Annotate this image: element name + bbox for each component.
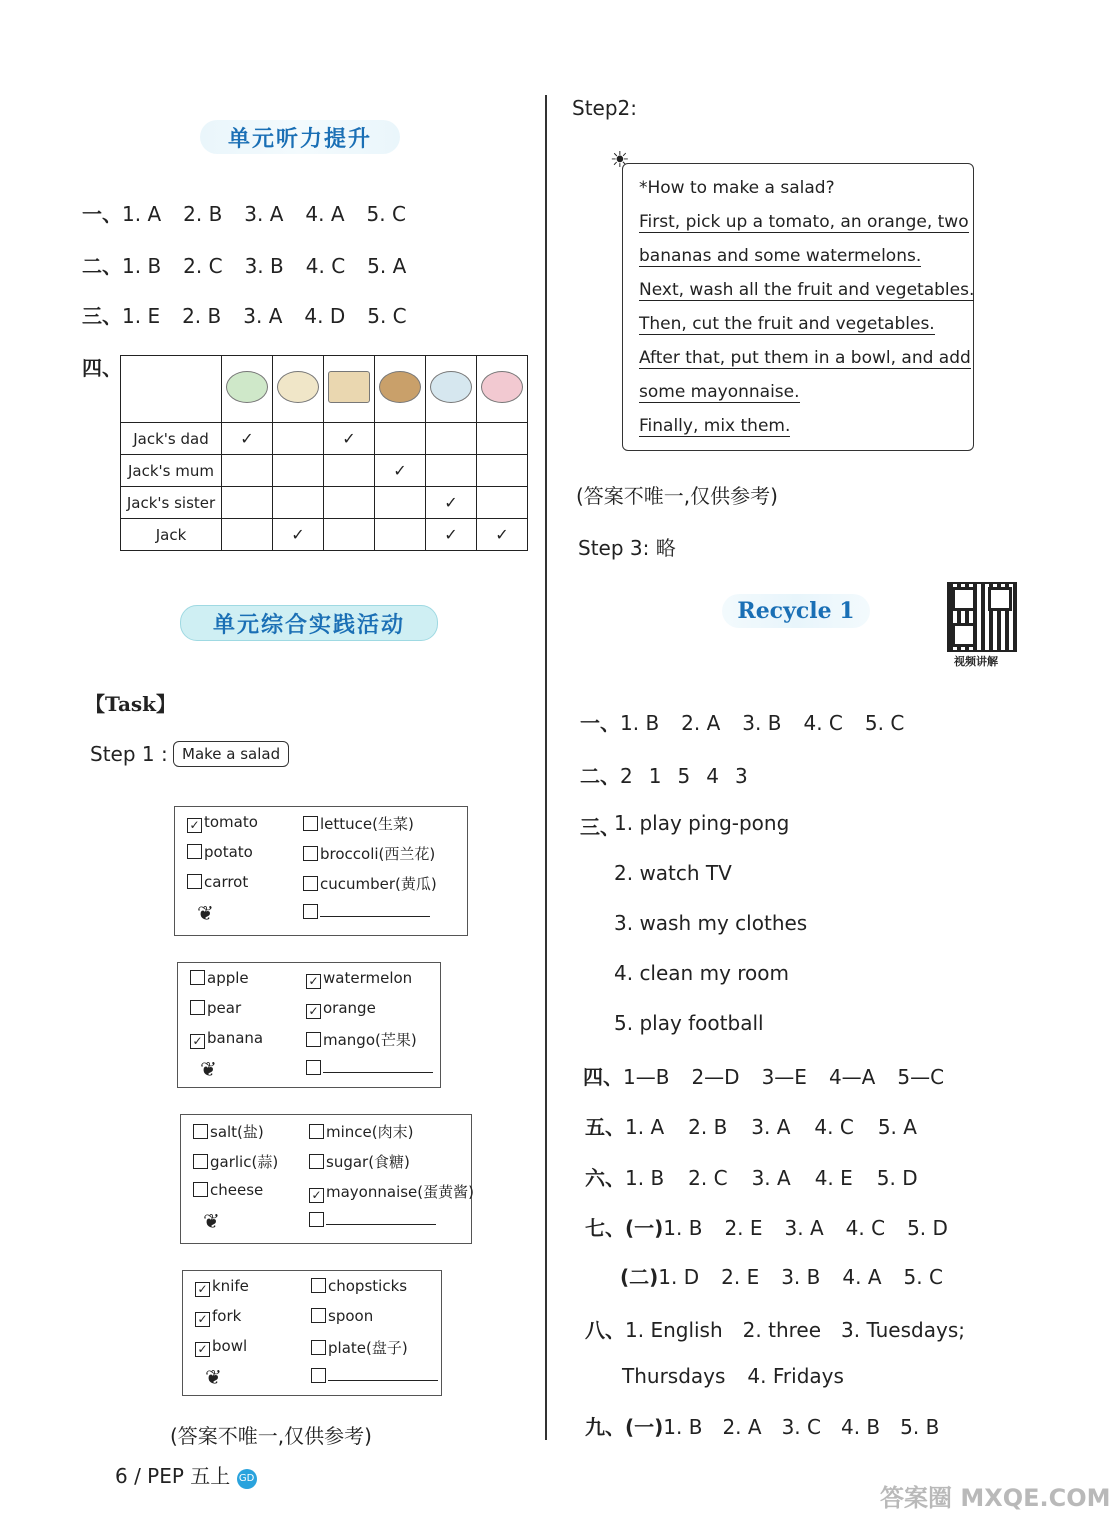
checklist-item[interactable] [190, 969, 249, 987]
answer-item: 2. C [183, 254, 223, 278]
check-cell [375, 423, 426, 455]
answer-item: 3. B [244, 254, 284, 278]
answer-item: 5. C [903, 1265, 943, 1289]
table-row [121, 423, 528, 455]
answer-item: 1 [648, 764, 662, 788]
checkbox[interactable]: ✓ [195, 1342, 210, 1357]
recycle-row-8a: 八、1. English 2. three 3. Tuesdays; [585, 1318, 965, 1342]
recycle-title: Recycle 1 [722, 594, 870, 628]
table-row [121, 455, 528, 487]
answer-item: 4. D [304, 304, 346, 328]
answer-item: 3. A [751, 1115, 791, 1139]
checklist-item[interactable] [187, 843, 253, 861]
salad-icon [226, 371, 268, 403]
recycle-row-4: 四、1—B 2—D 3—E 4—A 5—C [583, 1065, 945, 1089]
edition-badge: GD [237, 1469, 257, 1489]
checkbox[interactable] [303, 876, 318, 891]
blank-option[interactable] [303, 903, 430, 921]
answer-item: 5. C [366, 202, 406, 226]
answer-item: 3. Tuesdays; [841, 1318, 965, 1342]
checkbox[interactable] [311, 1368, 326, 1383]
right-note: (答案不唯一,仅供参考) [576, 484, 778, 508]
checkbox[interactable] [306, 1060, 321, 1075]
recycle-phrase: 2. watch TV [614, 861, 732, 885]
check-cell [222, 519, 273, 551]
checkbox[interactable] [187, 844, 202, 859]
recycle-row-8b [622, 1364, 866, 1388]
answer-item: 4. C [305, 254, 346, 278]
answer-item: 2. E [721, 1265, 760, 1289]
column-divider [545, 95, 547, 1440]
answer-item: 1—B [623, 1065, 670, 1089]
checkbox[interactable] [311, 1278, 326, 1293]
checklist-item[interactable] [311, 1307, 373, 1325]
checklist-label: pear [207, 999, 242, 1017]
answer-item: 3. A [243, 304, 283, 328]
checkbox[interactable]: ✓ [195, 1282, 210, 1297]
sandwich-icon [328, 371, 370, 403]
answer-item: 1. D [658, 1265, 700, 1289]
table-corner [121, 356, 222, 423]
checklist-item[interactable] [303, 813, 414, 834]
recycle-phrase: 1. play ping-pong [614, 811, 790, 835]
checklist-label: mango(芒果) [323, 1031, 417, 1049]
checklist-item[interactable] [309, 1181, 474, 1203]
check-cell: ✓ [477, 519, 528, 551]
checklist-item[interactable] [193, 1151, 278, 1172]
checklist-item[interactable] [187, 813, 258, 833]
answer-item: 5. C [367, 304, 407, 328]
answer-item: 3. A [784, 1216, 824, 1240]
checkbox[interactable] [193, 1182, 208, 1197]
checkbox[interactable] [311, 1340, 326, 1355]
checklist-item[interactable] [193, 1181, 263, 1199]
checkbox[interactable]: ✓ [309, 1188, 324, 1203]
checklist-label: mince(肉末) [326, 1123, 414, 1141]
check-cell [477, 423, 528, 455]
step1-bubble: Make a salad [173, 741, 289, 767]
fruit-checklist [177, 962, 441, 1088]
checkbox[interactable] [190, 970, 205, 985]
answer-item: 5. A [367, 254, 407, 278]
checklist-item[interactable] [311, 1277, 407, 1295]
left-note: (答案不唯一,仅供参考) [170, 1424, 372, 1448]
vegetable-checklist [174, 806, 468, 936]
checklist-item[interactable] [309, 1151, 410, 1172]
salad-step-line: Next, wash all the fruit and vegetables. [639, 280, 975, 300]
listening-title: 单元听力提升 [200, 120, 400, 154]
checkbox[interactable] [190, 1000, 205, 1015]
recycle-row-5: 五、1. A 2. B 3. A 4. C 5. A [585, 1115, 917, 1139]
checklist-label: garlic(蒜) [210, 1153, 279, 1171]
recycle-phrase: 5. play football [614, 1011, 764, 1035]
soup-icon [430, 371, 472, 403]
check-cell: ✓ [324, 423, 375, 455]
checklist-label: carrot [204, 873, 249, 891]
answer-item: 3—E [761, 1065, 807, 1089]
answer-item: 3. B [781, 1265, 821, 1289]
watermark: 答案圈 MXQE.COM [880, 1484, 1111, 1512]
answer-item: 1. English [625, 1318, 723, 1342]
answer-item: 5—C [897, 1065, 945, 1089]
recycle-phrase: 3. wash my clothes [614, 911, 808, 935]
blank-line[interactable] [326, 1224, 436, 1225]
checkbox[interactable] [193, 1124, 208, 1139]
checkbox[interactable]: ✓ [306, 974, 321, 989]
salad-step-line: *How to make a salad? [639, 178, 835, 198]
check-cell [222, 455, 273, 487]
qr-code-icon[interactable] [947, 582, 1017, 652]
noodles-icon [277, 371, 319, 403]
check-cell [477, 455, 528, 487]
checklist-label: chopsticks [328, 1277, 408, 1295]
page-footer: 6 / PEP 五上 GD [115, 1460, 257, 1489]
check-cell [273, 455, 324, 487]
practice-title: 单元综合实践活动 [180, 605, 438, 641]
check-cell: ✓ [273, 519, 324, 551]
illustration-icon: ❦ [203, 1209, 220, 1233]
salad-step-line: bananas and some watermelons. [639, 246, 922, 266]
checklist-label: fork [212, 1307, 242, 1325]
check-cell [324, 519, 375, 551]
answer-item: 1. A [122, 202, 162, 226]
recycle-row-7a: 七、(一)1. B 2. E 3. A 4. C 5. D [585, 1216, 948, 1240]
answer-item: 1. B [625, 1166, 665, 1190]
answer-item: 4. B [840, 1415, 881, 1439]
checklist-label: cheese [210, 1181, 264, 1199]
checklist-item[interactable] [193, 1121, 264, 1142]
checklist-item[interactable] [311, 1337, 408, 1358]
answer-item: 5. D [876, 1166, 918, 1190]
answer-item: 5 [677, 764, 691, 788]
illustration-icon: ❦ [197, 901, 214, 925]
checkbox[interactable] [193, 1154, 208, 1169]
answer-item: 4. E [814, 1166, 853, 1190]
checklist-item[interactable] [195, 1307, 241, 1327]
checklist-label: lettuce(生菜) [320, 815, 414, 833]
recycle-row-7b: (二)1. D 2. E 3. B 4. A 5. C [620, 1265, 943, 1289]
answer-row-1: 一、1. A 2. B 3. A 4. A 5. C [82, 202, 406, 226]
table-row [121, 519, 528, 551]
answer-item: 1. B [663, 1415, 703, 1439]
checklist-item[interactable] [303, 873, 437, 894]
checklist-item[interactable] [309, 1121, 413, 1142]
answer-row-2: 二、1. B 2. C 3. B 4. C 5. A [82, 254, 407, 278]
checkbox[interactable]: ✓ [195, 1312, 210, 1327]
checkbox[interactable]: ✓ [187, 818, 202, 833]
answer-item: 2—D [691, 1065, 740, 1089]
check-cell: ✓ [426, 487, 477, 519]
answer-item: 1. B [620, 711, 660, 735]
checkbox[interactable]: ✓ [306, 1004, 321, 1019]
answer-item: 1. B [663, 1216, 703, 1240]
checklist-label: potato [204, 843, 253, 861]
answer-item: 4. C [845, 1216, 886, 1240]
answer-item: 4. C [803, 711, 843, 735]
salad-step-line: Then, cut the fruit and vegetables. [639, 314, 935, 334]
answer-item: 2 [620, 764, 633, 788]
check-cell [375, 519, 426, 551]
check-cell [273, 487, 324, 519]
checkbox[interactable] [303, 904, 318, 919]
check-cell: ✓ [426, 519, 477, 551]
recycle-row-6: 六、1. B 2. C 3. A 4. E 5. D [585, 1166, 918, 1190]
recycle-row-1: 一、1. B 2. A 3. B 4. C 5. C [580, 711, 905, 735]
answer-item: 4. A [305, 202, 345, 226]
row-name: Jack's sister [121, 487, 222, 519]
answer-item: 4—A [828, 1065, 876, 1089]
check-cell [273, 423, 324, 455]
checklist-label: cucumber(黄瓜) [320, 875, 437, 893]
blank-line[interactable] [320, 916, 430, 917]
recycle-row-2: 二、2 1 5 4 3 [580, 764, 748, 788]
answer-item: Thursdays [622, 1364, 726, 1388]
check-cell: ✓ [222, 423, 273, 455]
salad-step-line: After that, put them in a bowl, and add [639, 348, 971, 368]
checklist-label: banana [207, 1029, 264, 1047]
step3: Step 3: 略 [578, 536, 676, 560]
seasoning-checklist [180, 1114, 472, 1244]
step1-label: Step 1 : [90, 742, 168, 766]
answer-row-3: 三、1. E 2. B 3. A 4. D 5. C [82, 304, 407, 328]
checklist-label: plate(盘子) [328, 1339, 408, 1357]
checklist-item[interactable] [195, 1277, 249, 1297]
recycle-row-3-label: 三、 [580, 815, 620, 839]
check-cell [324, 455, 375, 487]
checklist-label: tomato [204, 813, 258, 831]
answer-item: 2. E [724, 1216, 763, 1240]
answer-item: 2. A [681, 711, 721, 735]
answer-item: 2. B [183, 202, 223, 226]
answer-row-4-label: 四、 [82, 356, 122, 380]
checklist-label: sugar(食糖) [326, 1153, 410, 1171]
checkbox[interactable] [306, 1032, 321, 1047]
answer-item: 5. D [907, 1216, 948, 1240]
table-row [121, 487, 528, 519]
checkbox[interactable]: ✓ [190, 1034, 205, 1049]
checklist-label: salt(盐) [210, 1123, 264, 1141]
checkbox[interactable] [187, 874, 202, 889]
row-name: Jack's mum [121, 455, 222, 487]
checklist-item[interactable] [303, 843, 435, 864]
checklist-label: apple [207, 969, 249, 987]
food-preference-table [120, 355, 528, 551]
row-name: Jack [121, 519, 222, 551]
answer-item: 3. C [781, 1415, 821, 1439]
checkbox[interactable] [309, 1154, 324, 1169]
answer-item: 4. C [814, 1115, 854, 1139]
task-label: 【Task】 [85, 692, 177, 716]
checklist-label: orange [323, 999, 376, 1017]
checkbox[interactable] [303, 816, 318, 831]
answer-item: 4. Fridays [747, 1364, 844, 1388]
checklist-item[interactable] [187, 873, 248, 891]
checklist-label: watermelon [323, 969, 413, 987]
answer-item: 1. E [122, 304, 161, 328]
checkbox[interactable] [311, 1308, 326, 1323]
tableware-checklist [182, 1270, 442, 1396]
answer-item: 2. B [688, 1115, 728, 1139]
checklist-item[interactable] [306, 999, 376, 1019]
checklist-label: broccoli(西兰花) [320, 845, 436, 863]
checklist-label: spoon [328, 1307, 374, 1325]
check-cell: ✓ [375, 455, 426, 487]
checklist-label: bowl [212, 1337, 248, 1355]
answer-item: 5. B [900, 1415, 940, 1439]
blank-option[interactable] [306, 1059, 433, 1077]
answer-item: 5. A [877, 1115, 917, 1139]
qr-caption: 视频讲解 [954, 655, 998, 668]
answer-item: 2. three [742, 1318, 822, 1342]
illustration-icon: ❦ [205, 1365, 222, 1389]
salad-step-line: Finally, mix them. [639, 416, 791, 436]
checklist-item[interactable] [190, 1029, 263, 1049]
checkbox[interactable] [309, 1212, 324, 1227]
answer-item: 3. A [751, 1166, 791, 1190]
hamburger-icon [379, 371, 421, 403]
answer-item: 4. A [842, 1265, 882, 1289]
lightbulb-icon: ☀ [610, 148, 630, 173]
blank-option[interactable] [311, 1367, 438, 1385]
checkbox[interactable] [303, 846, 318, 861]
checklist-label: knife [212, 1277, 249, 1295]
ice-cream-icon [481, 371, 523, 403]
checkbox[interactable] [309, 1124, 324, 1139]
salad-step-line: First, pick up a tomato, an orange, two [639, 212, 969, 232]
recycle-row-9: 九、(一)1. B 2. A 3. C 4. B 5. B [585, 1415, 940, 1439]
salad-instructions-box [622, 163, 974, 451]
answer-item: 3. B [742, 711, 782, 735]
answer-item: 2. A [722, 1415, 762, 1439]
answer-item: 2. B [182, 304, 222, 328]
row-name: Jack's dad [121, 423, 222, 455]
illustration-icon: ❦ [200, 1057, 217, 1081]
checklist-item[interactable] [306, 969, 412, 989]
checklist-item[interactable] [195, 1337, 247, 1357]
check-cell [426, 455, 477, 487]
check-cell [222, 487, 273, 519]
answer-item: 2. C [688, 1166, 728, 1190]
answer-item: 4 [706, 764, 719, 788]
check-cell [477, 487, 528, 519]
blank-option[interactable] [309, 1211, 436, 1229]
blank-line[interactable] [323, 1072, 433, 1073]
check-cell [426, 423, 477, 455]
answer-item: 1. A [625, 1115, 665, 1139]
checklist-item[interactable] [306, 1029, 417, 1050]
answer-item: 3. A [244, 202, 284, 226]
check-cell [375, 487, 426, 519]
recycle-phrase: 4. clean my room [614, 961, 789, 985]
salad-step-line: some mayonnaise. [639, 382, 800, 402]
check-cell [324, 487, 375, 519]
answer-item: 5. C [864, 711, 905, 735]
checklist-label: mayonnaise(蛋黄酱) [326, 1183, 474, 1201]
blank-line[interactable] [328, 1380, 438, 1381]
answer-item: 1. B [122, 254, 162, 278]
checklist-item[interactable] [190, 999, 241, 1017]
answer-item: 3 [734, 764, 748, 788]
step2-label: Step2: [572, 96, 637, 120]
